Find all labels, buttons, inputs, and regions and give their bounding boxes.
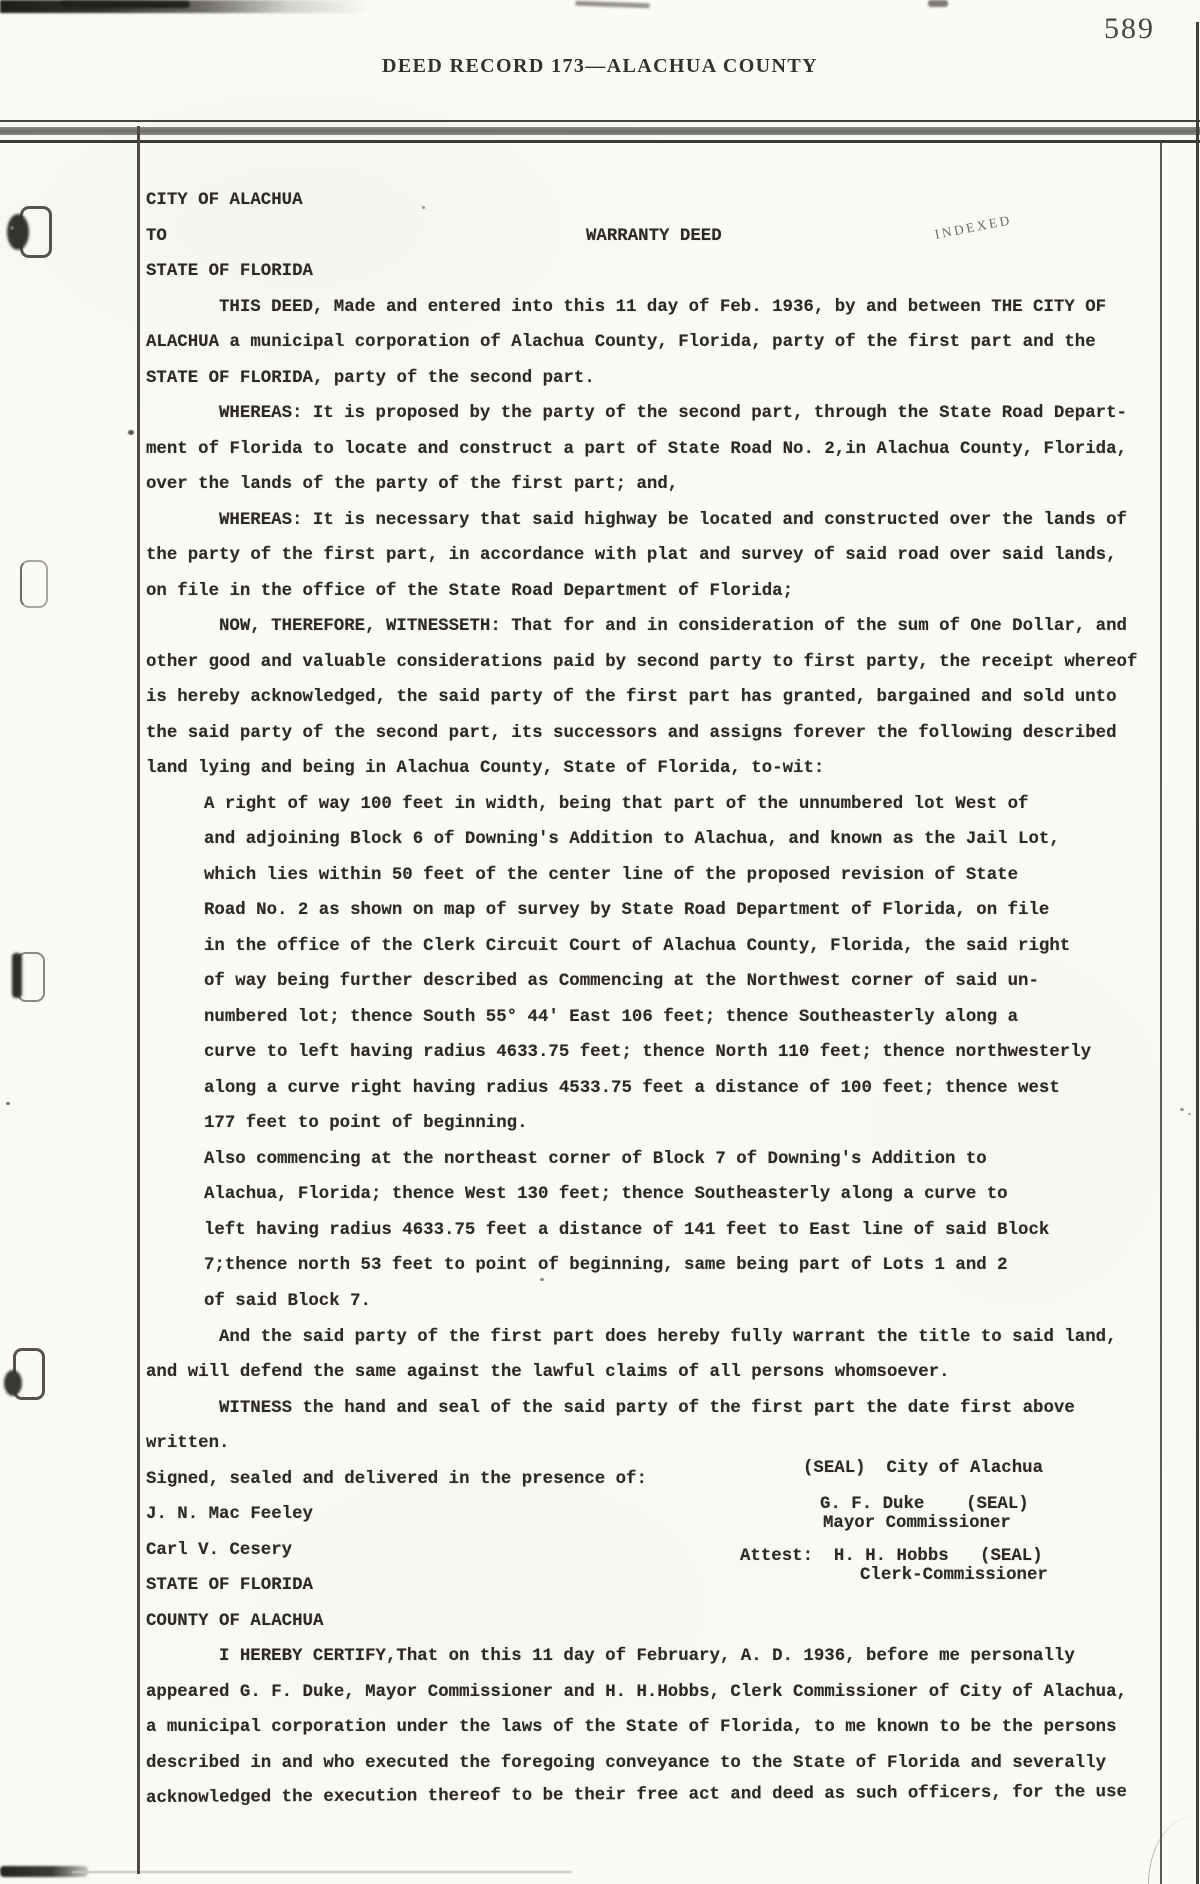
deed-text-line: NOW, THEREFORE, WITNESSETH: That for and in consideration of the sum of One Dollar, and (219, 617, 1127, 637)
deed-text-line: on file in the office of the State Road Department of Florida; (146, 581, 794, 601)
page-curl-mark (1148, 1816, 1195, 1884)
deed-text-line: WHEREAS: It is proposed by the party of the second part, through the State Road Depart- (219, 404, 1127, 424)
scan-faint-bottom-line (72, 1871, 572, 1873)
deed-text-line: of way being further described as Commencing at the Northwest corner of said un- (204, 972, 1039, 992)
deed-text-line: STATE OF FLORIDA (146, 262, 313, 282)
ink-speck (1188, 1113, 1191, 1115)
deed-text-line: left having radius 4633.75 feet a distance of 141 feet to East line of said Block (204, 1220, 1050, 1240)
deed-text-line: THIS DEED, Made and entered into this 11 day of Feb. 1936, by and between THE CITY OF (219, 297, 1107, 317)
deed-text-line: Signed, sealed and delivered in the presence of: (146, 1469, 647, 1489)
caption-connector: TO (146, 226, 167, 246)
deed-text-line: Alachua, Florida; thence West 130 feet; thence Southeasterly along a curve to (204, 1185, 1008, 1205)
binder-hole-ink-blob (7, 214, 29, 250)
deed-text-line: other good and valuable considerations paid by second party to first party, the receipt whereof (146, 652, 1138, 672)
deed-text-line: And the said party of the first part does hereby fully warrant the title to said land, (219, 1327, 1117, 1347)
scan-smudge-top-right (928, 0, 948, 7)
binder-hole-ink-blob (12, 953, 22, 998)
running-header: DEED RECORD 173—ALACHUA COUNTY (382, 55, 818, 77)
binder-hole (20, 560, 48, 608)
deed-text-line: A right of way 100 feet in width, being that part of the unnumbered lot West of (204, 794, 1029, 814)
seal-city-line: (SEAL) City of Alachua (803, 1459, 1044, 1478)
deed-text-line: of said Block 7. (204, 1291, 371, 1311)
deed-text-line: a municipal corporation under the laws of the State of Florida, to me known to be the persons (146, 1718, 1117, 1738)
deed-text-line: 7;thence north 53 feet to point of beginning, same being part of Lots 1 and 2 (204, 1256, 1008, 1276)
right-margin-rule (1160, 143, 1162, 1884)
deed-text-line: appeared G. F. Duke, Mayor Commissioner and H. H.Hobbs, Clerk Commissioner of City of Alachua, (146, 1682, 1127, 1702)
deed-text-line: WITNESS the hand and seal of the said party of the first part the date first above (219, 1398, 1075, 1418)
mayor-signature-line: G. F. Duke (SEAL) (820, 1495, 1029, 1514)
instrument-title: WARRANTY DEED (586, 226, 722, 246)
attest-signature-line: Attest: H. H. Hobbs (SEAL) (740, 1547, 1043, 1566)
deed-text-line: along a curve right having radius 4533.75 feet a distance of 100 feet; thence west (204, 1078, 1060, 1098)
deed-text-line: Also commencing at the northeast corner of Block 7 of Downing's Addition to (204, 1149, 987, 1169)
deed-text-line: Road No. 2 as shown on map of survey by State Road Department of Florida, on file (204, 901, 1050, 921)
deed-text-line: I HEREBY CERTIFY,That on this 11 day of February, A. D. 1936, before me personally (219, 1647, 1075, 1667)
deed-text-line: ALACHUA a municipal corporation of Alachua County, Florida, party of the first part and the (146, 333, 1096, 353)
deed-text-line: STATE OF FLORIDA (146, 1576, 313, 1596)
deed-text-line: curve to left having radius 4633.75 feet; thence North 110 feet; thence northwesterly (204, 1043, 1092, 1063)
deed-text-line: numbered lot; thence South 55° 44' East 106 feet; thence Southeasterly along a (204, 1007, 1019, 1027)
deed-text-line: in the office of the Clerk Circuit Court of Alachua County, Florida, the said right (204, 936, 1071, 956)
deed-text-line: which lies within 50 feet of the center line of the proposed revision of State (204, 865, 1019, 885)
deed-text-line: and will defend the same against the lawful claims of all persons whomsoever. (146, 1363, 950, 1383)
ink-speck (128, 430, 134, 435)
deed-text-line: is hereby acknowledged, the said party of the first part has granted, bargained and sold unto (146, 688, 1117, 708)
deed-text-line: Carl V. Cesery (146, 1540, 293, 1560)
deed-text-line: the said party of the second part, its successors and assigns forever the following described (146, 723, 1117, 743)
deed-text-line: written. (146, 1434, 230, 1454)
clerk-title-line: Clerk-Commissioner (860, 1566, 1048, 1585)
deed-text-line: COUNTY OF ALACHUA (146, 1611, 324, 1631)
ink-speck (1180, 1108, 1184, 1111)
deed-text-line: acknowledged the execution thereof to be their free act and deed as such officers, for the use (145, 1783, 1128, 1809)
deed-text-line: CITY OF ALACHUA (146, 191, 303, 210)
ink-speck (10, 226, 14, 230)
horizontal-rule (0, 140, 1200, 143)
horizontal-rule (0, 120, 1200, 122)
deed-text-line: ment of Florida to locate and construct a part of State Road No. 2,in Alachua County, Florida, (146, 439, 1127, 459)
deed-text-line: WHEREAS: It is necessary that said highway be located and constructed over the lands of (219, 510, 1127, 530)
horizontal-rule (0, 127, 1200, 135)
deed-text-line: over the lands of the party of the first part; and, (146, 475, 679, 495)
page-number: 589 (1104, 12, 1155, 45)
left-margin-rule (137, 126, 140, 1874)
deed-text-line: J. N. Mac Feeley (146, 1505, 313, 1525)
deed-text-line: and adjoining Block 6 of Downing's Addition to Alachua, and known as the Jail Lot, (204, 830, 1060, 850)
deed-text-line: 177 feet to point of beginning. (204, 1114, 528, 1134)
scan-smudge-top-center (575, 1, 650, 9)
indexed-stamp: INDEXED (933, 211, 1014, 242)
caption-title-row (146, 211, 1160, 255)
right-edge-rule (1196, 22, 1199, 1884)
ink-speck (6, 1102, 10, 1105)
deed-text-line: STATE OF FLORIDA, party of the second part. (146, 368, 595, 388)
deed-text-line: the party of the first part, in accordance with plat and survey of said road over said lands, (146, 546, 1117, 566)
mayor-title-line: Mayor Commissioner (823, 1514, 1011, 1533)
binder-hole-ink-blob (4, 1370, 22, 1396)
deed-text-line: land lying and being in Alachua County, State of Florida, to-wit: (146, 759, 825, 779)
deed-text-line: described in and who executed the foregoing conveyance to the State of Florida and severally (146, 1753, 1107, 1773)
scan-smudge-top-left-dark (60, 1, 190, 8)
